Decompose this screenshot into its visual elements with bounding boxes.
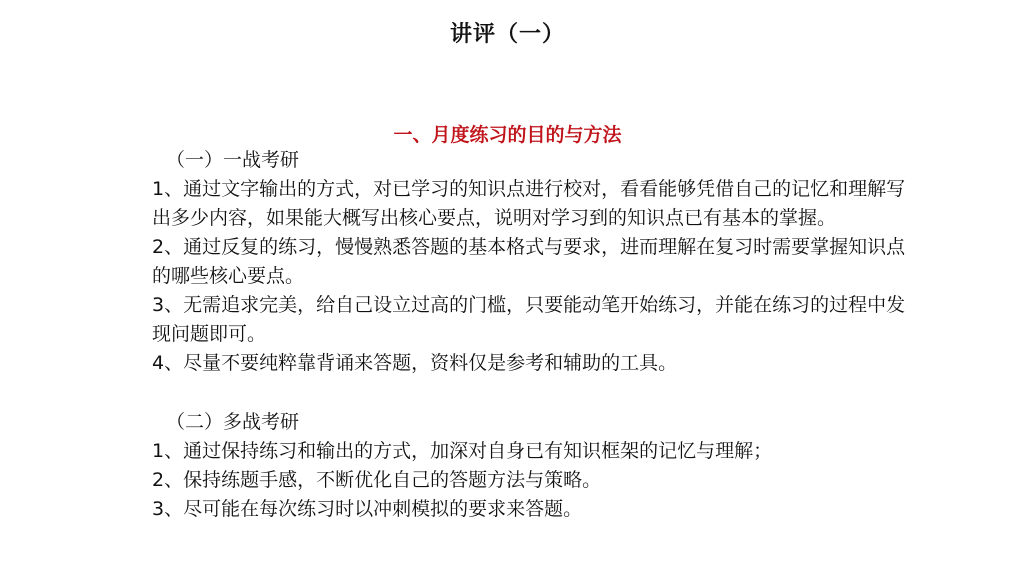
list-item: 3、无需追求完美，给自己设立过高的门槛，只要能动笔开始练习，并能在练习的过程中发现问题即可。: [152, 294, 906, 345]
list-item: 1、通过保持练习和输出的方式，加深对自身已有知识框架的记忆与理解；: [152, 440, 773, 462]
spacer: [152, 378, 922, 408]
list-item: 3、尽可能在每次练习时以冲刺模拟的要求来答题。: [152, 498, 583, 520]
list-item: 2、保持练题手感，不断优化自己的答题方法与策略。: [152, 469, 602, 491]
subheading-multiple-attempts: （二）多战考研: [166, 411, 300, 433]
group-multiple-attempts: [152, 408, 922, 524]
subheading-first-attempt: （一）一战考研: [166, 149, 300, 171]
group-first-attempt: [152, 146, 922, 378]
list-item: 4、尽量不要纯粹靠背诵来答题，资料仅是参考和辅助的工具。: [152, 352, 678, 374]
document-body: [152, 146, 922, 524]
list-item: 2、通过反复的练习，慢慢熟悉答题的基本格式与要求，进而理解在复习时需要掌握知识点的哪些核心要点。: [152, 236, 906, 287]
page-title: 讲评（一）: [449, 22, 565, 47]
section-heading: 一、月度练习的目的与方法: [393, 124, 622, 146]
list-item: 1、通过文字输出的方式，对已学习的知识点进行校对，看看能够凭借自己的记忆和理解写出多少内容，如果能大概写出核心要点，说明对学习到的知识点已有基本的掌握。: [152, 178, 906, 229]
